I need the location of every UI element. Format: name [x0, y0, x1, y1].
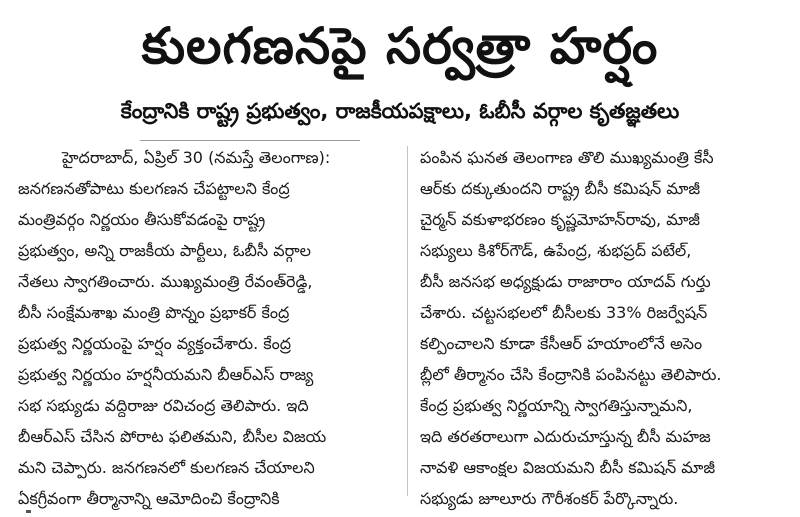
body-line: సభ్యులు కిశోర్‌గౌడ్, ఉపేంద్ర, శుభప్రద్ పటేల్, — [420, 241, 692, 260]
body-line: మని చెప్పారు. జనగణనలో కులగణన చేయాలని — [18, 458, 315, 477]
body-line: చేశారు. చట్టసభలలో బీసీలకు 33% రిజర్వేషన్ — [420, 303, 708, 322]
body-line: నావళి ఆకాంక్షల విజయమని బీసీ కమిషన్ మాజీ — [420, 458, 716, 477]
body-line: ప్రభుత్వ నిర్ణయంపై హర్షం వ్యక్తంచేశారు. కేంద్ర — [18, 334, 291, 353]
column-divider — [407, 146, 408, 496]
body-line: బీసీ జనసభ అధ్యక్షుడు రాజారాం యాదవ్ గుర్తు — [420, 272, 711, 291]
body-line: ఏకగ్రీవంగా తీర్మానాన్ని ఆమోదించి కేంద్రానికి — [18, 489, 280, 508]
body-line: ప్రభుత్వ నిర్ణయం హర్షనీయమని బీఆర్‌ఎస్ రాజ్య — [18, 365, 314, 384]
body-line: చైర్మన్ వకుళాభరణం కృష్ణమోహన్‌రావు, మాజీ — [420, 210, 700, 229]
body-line: ఆర్‌కు దక్కుతుందని రాష్ట్ర బీసీ కమిషన్ మాజీ — [420, 179, 701, 198]
body-line: నేతలు స్వాగతించారు. ముఖ్యమంత్రి రేవంత్‌రెడ్డి, — [18, 272, 313, 291]
body-line: బీసీ సంక్షేమశాఖ మంత్రి పొన్నం ప్రభాకర్ కేంద్ర — [18, 303, 290, 322]
left-column — [18, 142, 398, 514]
print-mark — [26, 510, 31, 513]
right-column — [420, 142, 790, 514]
body-line: ప్రభుత్వం, అన్ని రాజకీయ పార్టీలు, ఓబీసీ వర్గాల — [18, 241, 311, 260]
dateline: హైదరాబాద్, ఏప్రిల్ 30 (నమస్తే తెలంగాణ): — [62, 148, 331, 167]
headline: కులగణనపై సర్వత్రా హర్షం — [141, 17, 659, 75]
body-line: కేంద్ర ప్రభుత్వ నిర్ణయాన్ని స్వాగతిస్తున్నామని, — [420, 396, 693, 415]
body-line: బ్లీలో తీర్మానం చేసి కేంద్రానికి పంపినట్టు తెలిపారు. — [420, 365, 722, 384]
body-line: ఇది తరతరాలుగా ఎదురుచూస్తున్న బీసీ మహజ — [420, 427, 711, 446]
body-line: మంత్రివర్గం నిర్ణయం తీసుకోవడంపై రాష్ట్ర — [18, 210, 266, 229]
body-line: పంపిన ఘనత తెలంగాణ తొలి ముఖ్యమంత్రి కేసీ — [420, 148, 714, 167]
body-line: సభ సభ్యుడు వద్దిరాజు రవిచంద్ర తెలిపారు. ఇది — [18, 396, 309, 415]
body-line: సభ్యుడు జూలూరు గౌరీశంకర్ పేర్కొన్నారు. — [420, 489, 679, 508]
body-line: జనగణనతోపాటు కులగణన చేపట్టాలని కేంద్ర — [18, 179, 290, 198]
subheadline: కేంద్రానికి రాష్ట్ర ప్రభుత్వం, రాజకీయపక్షాలు, ఓబీసీ వర్గాల కృతజ్ఞతలు — [120, 99, 680, 123]
body-line: కల్పించాలని కూడా కేసీఆర్ హయాంలోనే అసెం — [420, 334, 703, 353]
body-line: బీఆర్‌ఎస్ చేసిన పోరాట ఫలితమని, బీసీల విజయ — [18, 427, 327, 446]
byline-rule — [140, 140, 360, 141]
